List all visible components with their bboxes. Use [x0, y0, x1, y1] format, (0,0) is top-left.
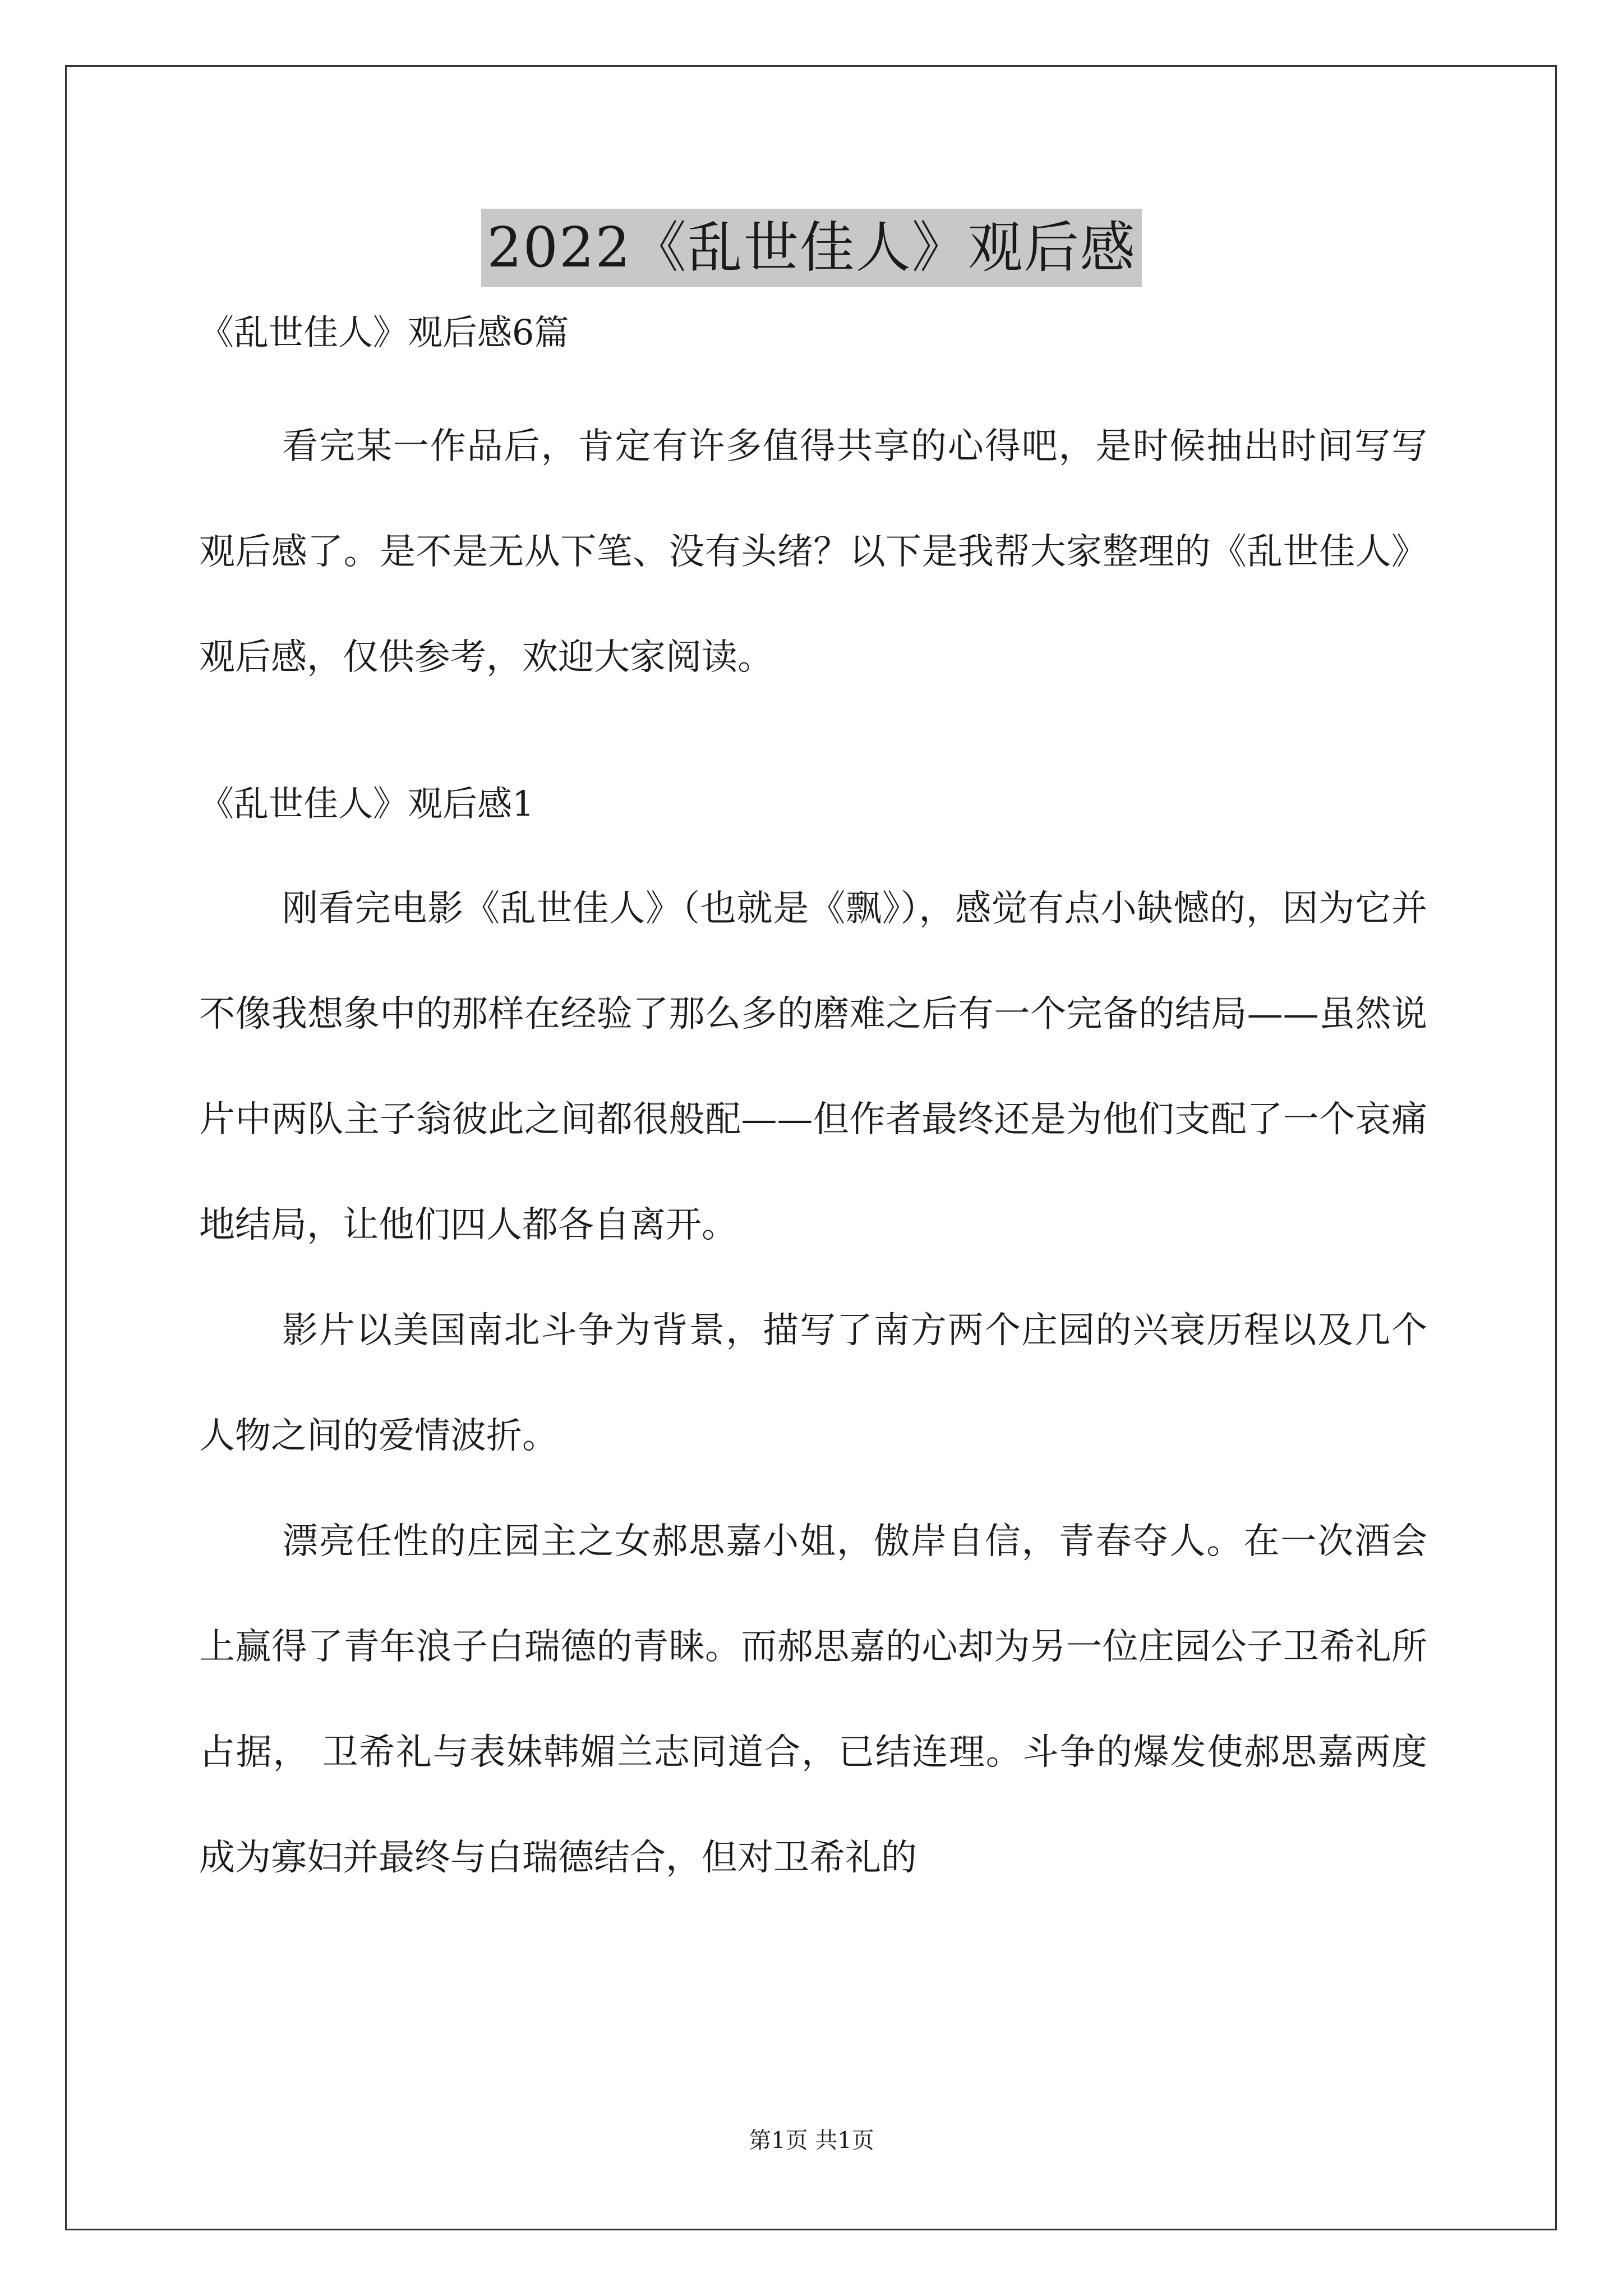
document-body — [199, 307, 1427, 1911]
spacer — [199, 710, 1427, 779]
spacer — [199, 358, 1427, 394]
title-container — [0, 209, 1623, 287]
document-subtitle: 《乱世佳人》观后感6篇 — [199, 312, 569, 353]
intro-paragraph: 看完某一作品后，肯定有许多值得共享的心得吧，是时候抽出时间写写观后感了。是不是无从下笔、没有头绪？以下是我帮大家整理的《乱世佳人》观后感，仅供参考，欢迎大家阅读。 — [199, 426, 1427, 678]
body-paragraph: 漂亮任性的庄园主之女郝思嘉小姐，傲岸自信，青春夺人。在一次酒会上赢得了青年浪子白瑞德的青睐。而郝思嘉的心却为另一位庄园公子卫希礼所占据， 卫希礼与表妹韩媚兰志同道合，已结连理。斗争的爆发使郝思嘉两度成为寡妇并最终与白瑞德结合，但对卫希礼的 — [199, 1521, 1427, 1879]
section-heading: 《乱世佳人》观后感1 — [199, 783, 534, 824]
document-title: 2022《乱世佳人》观后感 — [481, 209, 1141, 287]
body-paragraph: 刚看完电影《乱世佳人》（也就是《飘》），感觉有点小缺憾的，因为它并不像我想象中的那样在经验了那么多的磨难之后有一个完备的结局——虽然说片中两队主子翁彼此之间都很般配——但作者最终还是为他们支配了一个哀痛地结局，让他们四人都各自离开。 — [199, 888, 1427, 1246]
body-paragraph: 影片以美国南北斗争为背景，描写了南方两个庄园的兴衰历程以及几个人物之间的爱情波折。 — [199, 1310, 1427, 1457]
spacer — [199, 829, 1427, 856]
page-footer: 第1页 共1页 — [749, 2128, 874, 2154]
